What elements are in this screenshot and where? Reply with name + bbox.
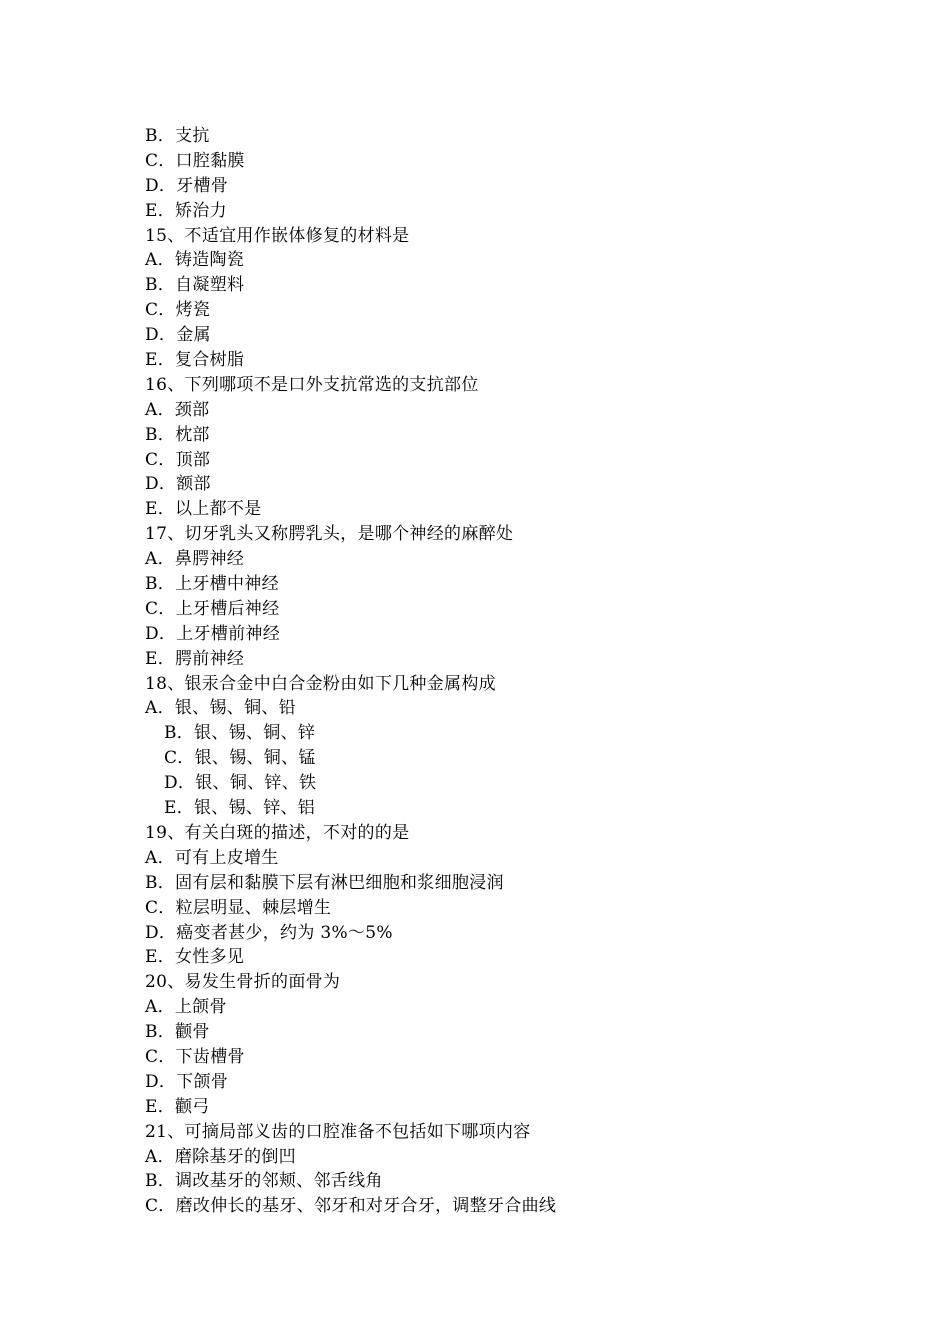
answer-option: B．固有层和黏膜下层有淋巴细胞和浆细胞浸润 <box>145 872 504 893</box>
answer-option: A．鼻腭神经 <box>145 549 245 570</box>
answer-option: D．牙槽骨 <box>145 175 229 196</box>
answer-option: D．额部 <box>145 474 211 495</box>
answer-option: E．矫治力 <box>145 200 227 221</box>
document-body <box>145 124 845 1219</box>
answer-option: B．上牙槽中神经 <box>145 574 279 595</box>
answer-option: A．银、锡、铜、铅 <box>145 698 296 719</box>
answer-option: E．腭前神经 <box>145 648 245 669</box>
answer-option: B．枕部 <box>145 424 210 445</box>
question-text: 21、可摘局部义齿的口腔准备不包括如下哪项内容 <box>145 1121 531 1142</box>
answer-option: E．颧弓 <box>145 1096 210 1117</box>
answer-option: B．银、锡、铜、锌 <box>164 723 316 744</box>
answer-option: C．磨改伸长的基牙、邻牙和对牙合牙，调整牙合曲线 <box>145 1196 557 1217</box>
answer-option: C．下齿槽骨 <box>145 1046 245 1067</box>
answer-option: C．粒层明显、棘层增生 <box>145 897 332 918</box>
answer-option: A．颈部 <box>145 399 210 420</box>
answer-option: E．复合树脂 <box>145 350 245 371</box>
answer-option: B．自凝塑料 <box>145 275 245 296</box>
answer-option: E．女性多见 <box>145 947 245 968</box>
answer-option: C．上牙槽后神经 <box>145 598 280 619</box>
answer-option: A．上颌骨 <box>145 997 227 1018</box>
answer-option: D．癌变者甚少，约为 3%～5% <box>145 922 393 943</box>
answer-option: C．顶部 <box>145 449 211 470</box>
answer-option: D．银、铜、锌、铁 <box>164 773 317 794</box>
answer-option: C．烤瓷 <box>145 300 211 321</box>
answer-option: B．支抗 <box>145 126 210 146</box>
answer-option: D．金属 <box>145 325 211 346</box>
answer-option: A．磨除基牙的倒凹 <box>145 1146 296 1167</box>
question-text: 15、不适宜用作嵌体修复的材料是 <box>145 225 410 246</box>
question-text: 18、银汞合金中白合金粉由如下几种金属构成 <box>145 673 496 694</box>
answer-option: C．口腔黏膜 <box>145 150 245 171</box>
answer-option: A．铸造陶瓷 <box>145 250 245 271</box>
question-text: 17、切牙乳头又称腭乳头，是哪个神经的麻醉处 <box>145 524 514 545</box>
question-text: 20、易发生骨折的面骨为 <box>145 972 341 993</box>
answer-option: E．银、锡、锌、铝 <box>164 798 316 819</box>
answer-option: D．上牙槽前神经 <box>145 623 281 644</box>
answer-option: B．调改基牙的邻颊、邻舌线角 <box>145 1171 383 1192</box>
answer-option: B．颧骨 <box>145 1022 210 1043</box>
question-text: 19、有关白斑的描述，不对的的是 <box>145 822 410 843</box>
answer-option: C．银、锡、铜、锰 <box>164 748 316 769</box>
answer-option: A．可有上皮增生 <box>145 847 279 868</box>
answer-option: E．以上都不是 <box>145 499 262 520</box>
question-text: 16、下列哪项不是口外支抗常选的支抗部位 <box>145 374 479 395</box>
answer-option: D．下颌骨 <box>145 1071 229 1092</box>
